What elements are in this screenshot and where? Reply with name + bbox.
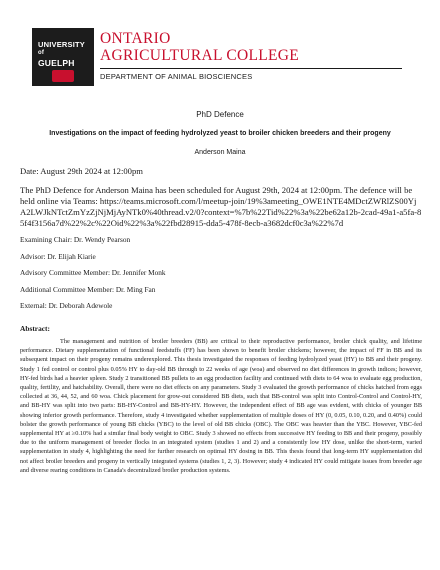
- author-name: Anderson Maina: [194, 149, 246, 156]
- abstract-section: [20, 324, 422, 475]
- abstract-heading: Abstract:: [20, 324, 50, 333]
- announcement: [20, 185, 422, 229]
- announcement-text: The PhD Defence for Anderson Maina has been scheduled for August 29th, 2024 at 12:00pm. The defence will be held online via Teams:: [20, 185, 413, 206]
- page-header: [32, 24, 412, 96]
- college-name-line2: AGRICULTURAL COLLEGE: [100, 47, 300, 64]
- college-name-line1: ONTARIO: [100, 30, 171, 47]
- department-name: DEPARTMENT OF ANIMAL BIOSCIENCES: [100, 68, 402, 81]
- university-of-guelph-logo: [32, 28, 94, 86]
- abstract-text: The management and nutrition of broiler breeders (BB) are critical to their reproductive performance, broiler chick quality, and lifetime performance. Dietary supplementation of functional feedstuffs (FF) has been shown to benefit broiler chickens; however, the impact of FF in BB and its subsequent impact on their progeny remains underexplored. This thesis investigated the responses of feeding hydrolyzed yeast (HY) to BB and their progeny. Study 1 fed control or control plus 0.05% HY to day-old BB through to 22 weeks of age (woa) and observed no diet differences in growth indices; however, HY-fed birds had a heavier spleen. Study 2 transitioned BB pullets to an egg production facility and continued with diets to 64 woa to evaluate egg production, quality, fertility, and hatchability. Overall, there were no diet effects on any parameters. Study 3 evaluated the growth performance of chicks hatched from eggs collected at 36, 44, 52, and 60 woa. Chick placement for grow-out considered BB diets, such that BB-control was split into Control-Control and Control-HY, and BB-HY was split into two parts: BB-HY-Control and BB-HY-HY. However, the independent effect of BB age was evident, with chicks of younger BB showing inferior growth performance. Therefore, study 4 investigated whether supplementation of multiple doses of HY (0, 0.05, 0.10, 0.20, and 0.40%) could bolster the growth performance of young BB chicks (YBC) to the level of old BB chicks (OBC). The OBC was heavier than the YBC. However, YBC-fed supplemental HY at ≥0.10% had a similar final body weight to OBC. Study 3 showed no effects from successive HY feeding to BB and their progeny, possibly due to the uniform management of breeder flocks in an integrated system (studies 1 and 2) and a consistently low HY dose, unlike the short-term, varied supplementation in study 4, highlighting the need for further research on optimal HY dosing in BB. This thesis found that long-term HY supplementation did not affect broiler breeders and progeny in vertically integrated systems (studies 1, 2, 3). However; study 4 indicated HY could mitigate issues from breeder age and diverse rearing conditions in Canada's decentralized broiler production systems.: [20, 338, 422, 474]
- title-block: [30, 110, 410, 156]
- external-examiner: External: Dr. Deborah Adewole: [20, 301, 113, 310]
- thesis-title: Investigations on the impact of feeding hydrolyzed yeast to broiler chicken breeders and their progeny: [49, 130, 391, 137]
- advisory-committee-member: Advisory Committee Member: Dr. Jennifer Monk: [20, 268, 166, 277]
- committee-list: [20, 235, 422, 311]
- additional-committee-member: Additional Committee Member: Dr. Ming Fan: [20, 284, 156, 294]
- logo-line-university: UNIVERSITY: [38, 40, 86, 49]
- document-title: PhD Defence: [196, 110, 244, 119]
- crest-icon: [52, 70, 74, 82]
- advisor: Advisor: Dr. Elijah Kiarie: [20, 251, 96, 261]
- date-line: Date: August 29th 2024 at 12:00pm: [20, 166, 143, 176]
- logo-line-guelph: GUELPH: [38, 58, 75, 68]
- examining-chair: Examining Chair: Dr. Wendy Pearson: [20, 235, 131, 244]
- logo-line-of: of: [38, 50, 45, 56]
- details-section: [20, 166, 422, 319]
- college-name: [100, 30, 299, 64]
- teams-link[interactable]: https://teams.microsoft.com/l/meetup-join/19%3ameeting_OWE1NTE4MDctZWRlZS00YjA2LWJkNTctZmYzZjNjMjAyNTk0%40thread.v2/0?context=%7b%22Tid%22%3a%22be62a12b-2cad-49a1-a5fa-85f4f3156a7d%22%2c%22Oid%22%3a%22fbd28915-dda5-478f-8ecb-a3682dcf0c3a%22%7d: [20, 196, 422, 228]
